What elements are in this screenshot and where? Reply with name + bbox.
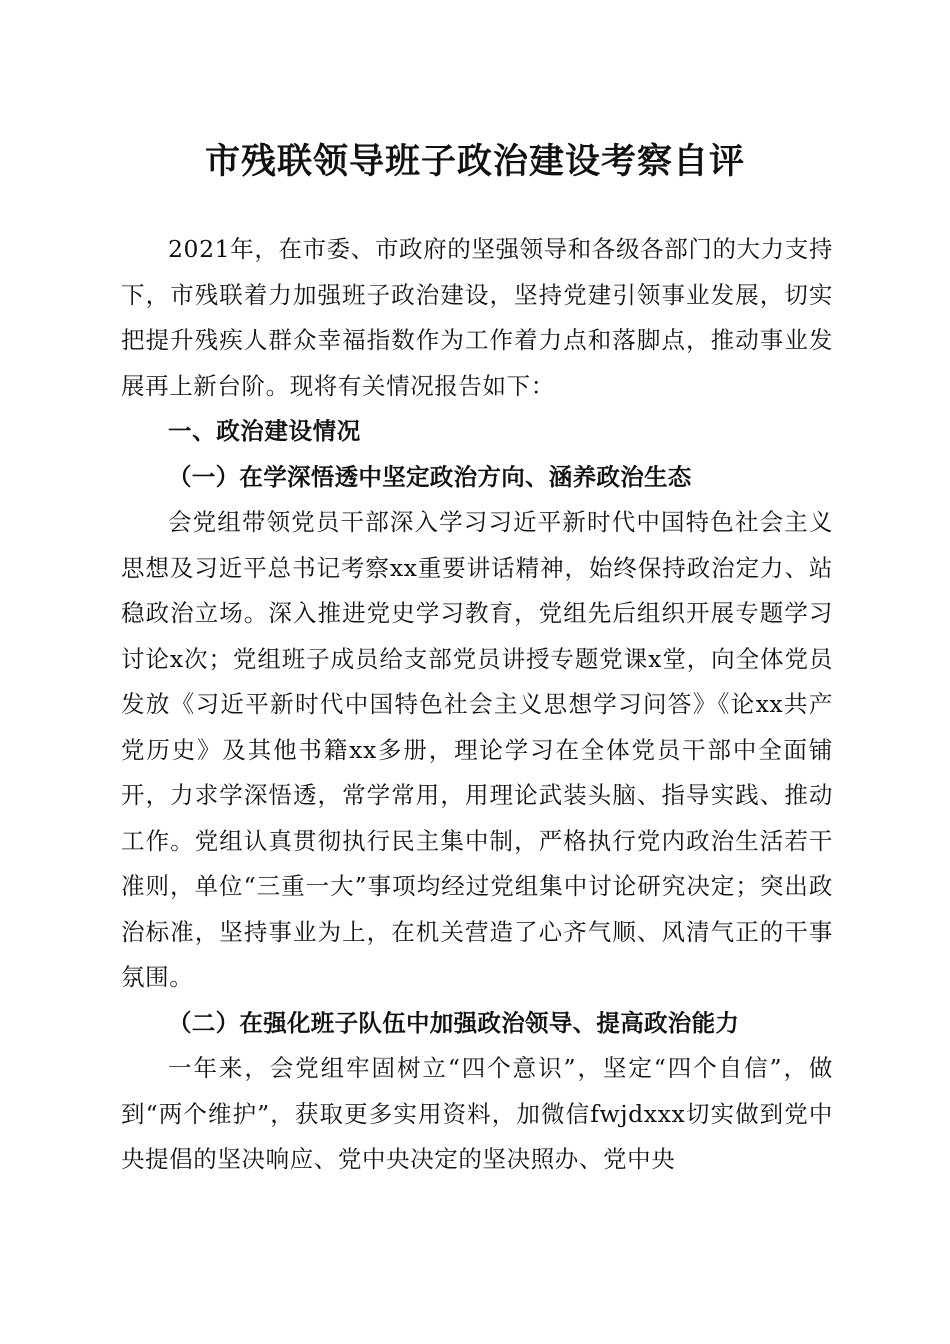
- subsection-heading-2: （二）在强化班子队伍中加强政治领导、提高政治能力: [168, 1008, 740, 1037]
- subsection-2-paragraph: 一年来，会党组牢固树立“四个意识”，坚定“四个自信”，做到“两个维护”，获取更多实用资料，加微信fwjdxxx切实做到党中央提倡的坚决响应、党中央决定的坚决照办、党中央: [121, 1054, 833, 1173]
- document-body: [121, 227, 833, 1183]
- section-heading-political-building: 一、政治建设情况: [168, 417, 361, 445]
- document-title: 市残联领导班子政治建设考察自评: [204, 141, 745, 182]
- intro-paragraph: 2021年，在市委、市政府的坚强领导和各级各部门的大力支持下，市残联着力加强班子政治建设，坚持党建引领事业发展，切实把提升残疾人群众幸福指数作为工作着力点和落脚点，推动事业发展再上新台阶。现将有关情况报告如下：: [121, 235, 833, 400]
- subsection-heading-1: （一）在学深悟透中坚定政治方向、涵养政治生态: [168, 462, 692, 491]
- subsection-1-paragraph: 会党组带领党员干部深入学习习近平新时代中国特色社会主义思想及习近平总书记考察xx重要讲话精神，始终保持政治定力、站稳政治立场。深入推进党史学习教育，党组先后组织开展专题学习讨论x次；党组班子成员给支部党员讲授专题党课x堂，向全体党员发放《习近平新时代中国特色社会主义思想学习问答》《论xx共产党历史》及其他书籍xx多册，理论学习在全体党员干部中全面铺开，力求学深悟透，常学常用，用理论武装头脑、指导实践、推动工作。党组认真贯彻执行民主集中制，严格执行党内政治生活若干准则，单位“三重一大”事项均经过党组集中讨论研究决定；突出政治标准，坚持事业为上，在机关营造了心齐气顺、风清气正的干事氛围。: [121, 508, 833, 991]
